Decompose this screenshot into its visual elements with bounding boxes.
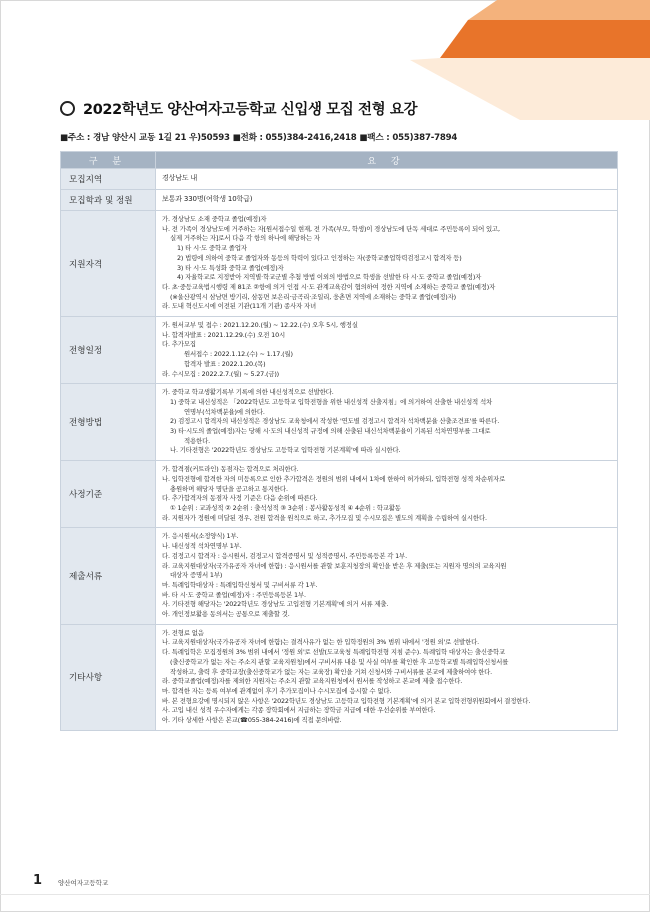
table-row	[61, 211, 618, 317]
row-label: 사정기준	[61, 461, 156, 528]
content-line: 적용한다.	[184, 436, 210, 445]
content-line: 마. 합격한 자는 등록 여부에 관계없이 후기 추가모집이나 수시모집에 응시할 수 없다.	[162, 686, 392, 695]
content-line: 바. 본 전형요강에 명시되지 않은 사항은 '2022학년도 경상남도 고등학교 입학전형 기본계획'에 의거 본교 입학전형위원회에서 결정한다.	[162, 696, 531, 705]
table-body	[61, 169, 618, 731]
content-line: 3) 타·시도의 졸업(예정)자는 당해 시·도의 내신성적 규정에 의해 산출된 내신석차백분율이 기록된 석차연명부를 그대로	[170, 427, 491, 436]
row-content	[156, 384, 618, 461]
content-line: 나. 기타전형은 '2022학년도 경상남도 고등학교 입학전형 기본계획'에 따라 실시한다.	[170, 446, 401, 455]
content-line: 3) 타 시·도 특성화 중학교 졸업(예정)자	[177, 263, 284, 272]
row-content	[156, 528, 618, 624]
table-row	[61, 190, 618, 211]
page-title: 2022학년도 양산여자고등학교 신입생 모집 전형 요강	[83, 102, 418, 118]
content-line: 경상남도 내	[162, 174, 198, 183]
content-line: 다. 초·중등교육법시행령 제 81조 ②항에 의거 인접 시·도 관계교육감이 협의하여 정한 지역에 소재하는 중학교 졸업(예정)자	[162, 282, 496, 291]
content-line: ① 1순위 : 교과성적 ② 2순위 : 출석성적 ③ 3순위 : 봉사활동성적 ④ 4순위 : 학교활동	[170, 503, 401, 512]
admission-table	[60, 151, 618, 731]
header-details: 요 강	[156, 152, 618, 169]
content-line: 아. 기타 상세한 사항은 본교(☎055-384-2416)에 직접 문의바람.	[162, 716, 342, 725]
row-content	[156, 461, 618, 528]
row-content	[156, 190, 618, 211]
page-number: 1	[33, 873, 43, 888]
content-line: 2) 법령에 의하여 중학교 졸업자와 동등의 학력이 있다고 인정하는 자(중학교졸업학력검정고시 합격자 등)	[177, 253, 462, 262]
content-line: 다. 추가합격자의 동점자 사정 기준은 다음 순위에 따른다.	[162, 494, 318, 503]
row-content	[156, 624, 618, 730]
content-line: (※울산광역시 삼남면 방기리, 삼동면 보은리·금곡리·조일리, 웅촌면 지역에 소재하는 중학교 졸업(예정)자)	[170, 292, 456, 301]
content-line: 나. 전 가족이 경상남도에 거주하는 자[원서접수일 현재, 전 가족(부모, 학생)이 경상남도에 단독 세대로 주민등록이 되어 있고,	[162, 224, 500, 233]
content-line: 가. 응시원서(소정양식) 1부.	[162, 532, 239, 541]
row-content	[156, 211, 618, 317]
row-label: 모집지역	[61, 169, 156, 190]
content-line: 실제 거주하는 자]로서 다음 각 항의 하나에 해당하는 자	[170, 234, 320, 243]
row-label: 기타사항	[61, 624, 156, 730]
row-content	[156, 169, 618, 190]
content-line: 대상자 증명서 1부)	[170, 571, 223, 580]
content-line: 다. 추가모집	[162, 340, 196, 349]
header-category: 구 분	[61, 152, 156, 169]
content-line: 가. 중학교 학교생활기록부 기록에 의한 내신성적으로 선발한다.	[162, 388, 334, 397]
content-line: 라. 수시모집 : 2022.2.7.(월) ~ 5.27.(금))	[162, 369, 280, 378]
content-line: 보통과 330명(여학생 10학급)	[162, 195, 253, 204]
row-label: 제출서류	[61, 528, 156, 624]
content-line: 다. 검정고시 합격자 : 응시원서, 검정고시 합격증명서 및 성적증명서, 주민등록등본 각 1부.	[162, 551, 407, 560]
content-line: 4) 자율학교로 지정받아 지역별·학교군별 추첨 방법 이외의 방법으로 학생을 선발한 타 시·도 중학교 졸업(예정)자	[177, 273, 482, 282]
content-line: 가. 합격점(커트라인) 동점자는 합격으로 처리한다.	[162, 465, 299, 474]
content-line: 충원하며 해당자 명단을 공고하고 통지한다.	[170, 484, 288, 493]
footer-school-name: 양산여자고등학교	[58, 879, 109, 887]
content-line: 가. 전형료 없음	[162, 628, 204, 637]
table-row	[61, 461, 618, 528]
content-line: 나. 합격자발표 : 2021.12.29.(수) 오전 10시	[162, 330, 286, 339]
content-line: 가. 원서교부 및 접수 : 2021.12.20.(월) ~ 12.22.(수) 오후 5시, 행정실	[162, 321, 358, 330]
row-content	[156, 317, 618, 384]
content-line: 다. 특례입학은 모집정원의 3% 범위 내에서 '정원 외'로 선발(도교육청 특례입학전형 지침 준수). 특례입학 대상자는 출신중학교	[162, 648, 505, 657]
table-row	[61, 384, 618, 461]
content-line: (출신중학교가 없는 자는 주소지 관할 교육지원청)에서 구비서류 내용 및 사실 여부를 확인한 후 고등학교별 특례입학신청서를	[170, 657, 509, 666]
content-line: 라. 교육지원대상자(국가유공자 자녀에 한함) : 응시원서를 관할 보훈지청장의 확인을 받은 후 제출(또는 지원자 명의의 교육지원	[162, 561, 507, 570]
content-line: 바. 타 시·도 중학교 졸업(예정)자 : 주민등록등본 1부.	[162, 590, 306, 599]
content-line: 나. 교육지원대상자(국가유공자 자녀에 한함)는 결격사유가 없는 한 입학정원의 3% 범위 내에서 '정원 외'로 선발한다.	[162, 638, 480, 647]
content-line: 사. 고입 내신 성적 우수자에게는 각종 장학회에서 지급하는 장학금 지급에 대한 우선순위를 부여한다.	[162, 706, 436, 715]
table-row	[61, 317, 618, 384]
content-line: 2) 검정고시 합격자의 내신성적은 경상남도 교육청에서 작성한 '연도별 검정고시 합격자 석차백분율 산출조견표'를 따른다.	[170, 417, 500, 426]
content-line: 아. 개인정보활용 동의서는 공통으로 제출할 것.	[162, 610, 290, 619]
content-line: 원서접수 : 2022.1.12.(수) ~ 1.17.(월)	[184, 350, 293, 359]
row-label: 모집학과 및 정원	[61, 190, 156, 211]
contact-info: ■주소 : 경남 양산시 교동 1길 21 우)50593 ■전화 : 055)384-2416,2418 ■팩스 : 055)387-7894	[60, 133, 458, 143]
content-line: 나. 입학전형에 합격한 자의 미등록으로 인한 추가합격은 정원의 범위 내에서 1차에 한하여 허가하되, 입학전형 성적 차순위자로	[162, 474, 506, 483]
content-line: 합격자 발표 : 2022.1.20.(목)	[184, 359, 266, 368]
table-row	[61, 169, 618, 190]
content-line: 사. 기타전형 해당자는 '2022학년도 경상남도 고입전형 기본계획'에 의거 서류 제출.	[162, 600, 389, 609]
content-line: 라. 지원자가 정원에 미달된 경우, 전원 합격을 원칙으로 하고, 추가모집 및 수시모집은 별도의 계획을 수립하여 실시한다.	[162, 513, 487, 522]
row-label: 전형방법	[61, 384, 156, 461]
content-line: 라. 중학교졸업(예정)자를 제외한 지원자는 주소지 관할 교육지원청에서 원서를 작성하고 본교에 제출 접수한다.	[162, 677, 463, 686]
content-line: 작성하고, 출력 후 중학교장(출신중학교가 없는 자는 교육장) 확인을 거쳐 신청서와 구비서류를 본교에 제출하여야 한다.	[170, 667, 493, 676]
row-label: 지원자격	[61, 211, 156, 317]
content-line: 1) 중학교 내신성적은 「2022학년도 고등학교 입학전형을 위한 내신성적 산출지침」에 의거하여 산출한 내신성적 석차	[170, 397, 493, 406]
row-label: 전형일정	[61, 317, 156, 384]
content-line: 가. 경상남도 소재 중학교 졸업(예정)자	[162, 215, 267, 223]
table-row	[61, 528, 618, 624]
content-line: 라. 도내 혁신도시에 이전된 기관(11개 기관) 종사자 자녀	[162, 302, 317, 311]
page-title-row	[60, 98, 417, 119]
content-line: 마. 특례입학대상자 : 특례입학신청서 및 구비서류 각 1부.	[162, 580, 318, 589]
circle-bullet-icon	[60, 101, 75, 116]
footer-divider	[0, 894, 650, 895]
content-line: 나. 내신성적 석차연명부 1부.	[162, 542, 242, 551]
table-row	[61, 624, 618, 730]
content-line: 1) 타 시·도 중학교 졸업자	[177, 244, 247, 253]
content-line: 연명부(석차백분율)에 의한다.	[184, 407, 265, 416]
table-header-row	[61, 152, 618, 169]
